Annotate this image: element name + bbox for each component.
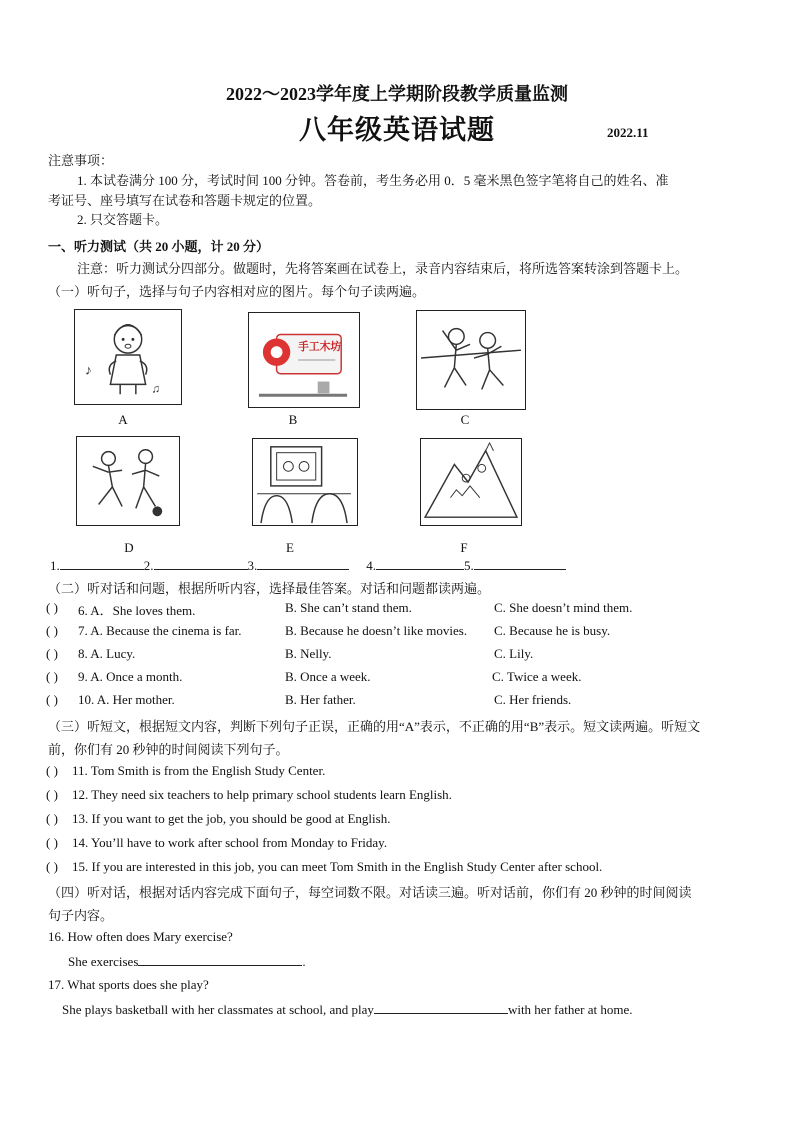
item-14-bracket: ( ): [46, 835, 58, 850]
item-13-bracket: ( ): [46, 811, 58, 826]
q9-option-b: B. Once a week.: [285, 669, 371, 684]
exam-header-title: 2022～2023学年度上学期阶段教学质量监测: [226, 84, 568, 104]
q8-option-a: 8. A. Lucy.: [78, 646, 136, 661]
question-16: 16. How often does Mary exercise?: [48, 929, 233, 944]
part-4-instruction-line-2: 句子内容。: [48, 908, 114, 923]
part-3-instruction-line-1: （三）听短文，根据短文内容，判断下列句子正误，正确的用“A”表示，不正确的用“B”表示。短文读两遍。听短文: [48, 719, 701, 734]
item-14-text: 14. You’ll have to work after school from Monday to Friday.: [72, 835, 388, 850]
svg-text:♫: ♫: [151, 382, 161, 396]
answer-num-1: 1.: [50, 558, 60, 573]
q10-option-a: 10. A. Her mother.: [78, 692, 175, 707]
sign-text: 手工木坊: [298, 340, 342, 354]
answer-16-blank[interactable]: [138, 953, 302, 966]
item-15-text: 15. If you are interested in this job, you can meet Tom Smith in the English Study Center after school.: [72, 859, 603, 874]
section-listening-heading: 一、听力测试（共 20 小题，计 20 分）: [48, 239, 270, 254]
q7-option-b: B. Because he doesn’t like movies.: [285, 623, 468, 638]
exam-date: 2022.11: [607, 125, 649, 140]
q8-option-b: B. Nelly.: [285, 646, 332, 661]
answer-blank-5[interactable]: [474, 557, 566, 570]
question-17: 17. What sports does she play?: [48, 977, 209, 992]
handcraft-sign-icon: [249, 313, 359, 407]
answer-blank-4[interactable]: [376, 557, 464, 570]
picture-label-d: D: [124, 540, 134, 555]
q6-option-c: C. She doesn’t mind them.: [494, 600, 633, 615]
q9-option-c: C. Twice a week.: [492, 669, 582, 684]
picture-label-c: C: [460, 412, 470, 427]
q8-option-c: C. Lily.: [494, 646, 534, 661]
item-11-bracket: ( ): [46, 763, 58, 778]
question-6: ( ): [46, 600, 58, 615]
answer-17: [62, 1001, 632, 1018]
item-12-text: 12. They need six teachers to help primary school students learn English.: [72, 787, 452, 802]
picture-label-a: A: [118, 412, 128, 427]
q6-option-b: B. She can’t stand them.: [285, 600, 412, 615]
notice-item-1-line-2: 考证号、座号填写在试卷和答题卡规定的位置。: [48, 193, 322, 208]
item-12-bracket: ( ): [46, 787, 58, 802]
mountain-climbing-picture: [420, 438, 522, 526]
picture-label-f: F: [460, 540, 468, 555]
question-10: ( ): [46, 692, 58, 707]
answer-17-prefix: She plays basketball with her classmates at school, and play: [62, 1002, 374, 1017]
answer-num-3: 3.: [247, 558, 258, 573]
answer-17-blank[interactable]: [374, 1001, 508, 1014]
girl-singing-icon: [75, 310, 181, 404]
part-2-instruction: （二）听对话和问题，根据所听内容，选择最佳答案。对话和问题都读两遍。: [48, 581, 491, 596]
runners-finish-line-picture: [416, 310, 526, 410]
girl-singing-picture: [74, 309, 182, 405]
family-watching-tv-picture: [252, 438, 358, 526]
handcraft-sign-picture: [248, 312, 360, 408]
q10-option-c: C. Her friends.: [494, 692, 572, 707]
picture-label-e: E: [286, 540, 294, 555]
notice-heading: 注意事项：: [48, 153, 114, 168]
notice-item-1-line-1: 1. 本试卷满分 100 分，考试时间 100 分钟。答卷前，考生务必用 0．5 毫米黑色签字笔将自己的姓名、准: [77, 173, 669, 188]
item-15-bracket: ( ): [46, 859, 58, 874]
answer-num-2: 2.: [143, 558, 154, 573]
part-3-instruction-line-2: 前，你们有 20 秒钟的时间阅读下列句子。: [48, 742, 289, 757]
part-1-instruction: （一）听句子，选择与句子内容相对应的图片。每个句子读两遍。: [48, 284, 426, 299]
section-listening-note: 注意：听力测试分四部分。做题时，先将答案画在试卷上，录音内容结束后，将所选答案转涂到答题卡上。: [77, 261, 689, 276]
exam-subject-title: 八年级英语试题: [299, 115, 495, 145]
soccer-icon: [77, 437, 179, 525]
q9-option-a: 9. A. Once a month.: [78, 669, 183, 684]
answer-blank-3[interactable]: [257, 557, 349, 570]
question-8: ( ): [46, 646, 58, 661]
runners-icon: [417, 311, 525, 409]
answer-16-prefix: She exercises: [68, 954, 139, 969]
answer-16-suffix: .: [302, 954, 306, 969]
item-11-text: 11. Tom Smith is from the English Study Center.: [72, 763, 326, 778]
q7-option-c: C. Because he is busy.: [494, 623, 611, 638]
answer-17-suffix: with her father at home.: [507, 1002, 633, 1017]
answer-16: [68, 953, 306, 970]
picture-label-b: B: [288, 412, 298, 427]
part-1-answer-line: [50, 557, 566, 574]
answer-num-4: 4.: [366, 558, 376, 573]
boys-playing-soccer-picture: [76, 436, 180, 526]
tv-icon: [253, 439, 357, 525]
question-9: ( ): [46, 669, 58, 684]
question-7: ( ): [46, 623, 58, 638]
q6-option-a: 6. A．She loves them.: [78, 603, 196, 618]
item-13-text: 13. If you want to get the job, you should be good at English.: [72, 811, 391, 826]
notice-item-2: 2. 只交答题卡。: [77, 212, 169, 227]
answer-blank-2[interactable]: [154, 557, 248, 570]
answer-blank-1[interactable]: [60, 557, 144, 570]
mountain-icon: [421, 439, 521, 525]
answer-num-5: 5.: [464, 558, 474, 573]
q10-option-b: B. Her father.: [285, 692, 356, 707]
q7-option-a: 7. A. Because the cinema is far.: [78, 623, 242, 638]
svg-text:♪: ♪: [84, 362, 92, 378]
part-4-instruction-line-1: （四）听对话，根据对话内容完成下面句子，每空词数不限。对话读三遍。听对话前，你们有 20 秒钟的时间阅读: [48, 885, 692, 900]
